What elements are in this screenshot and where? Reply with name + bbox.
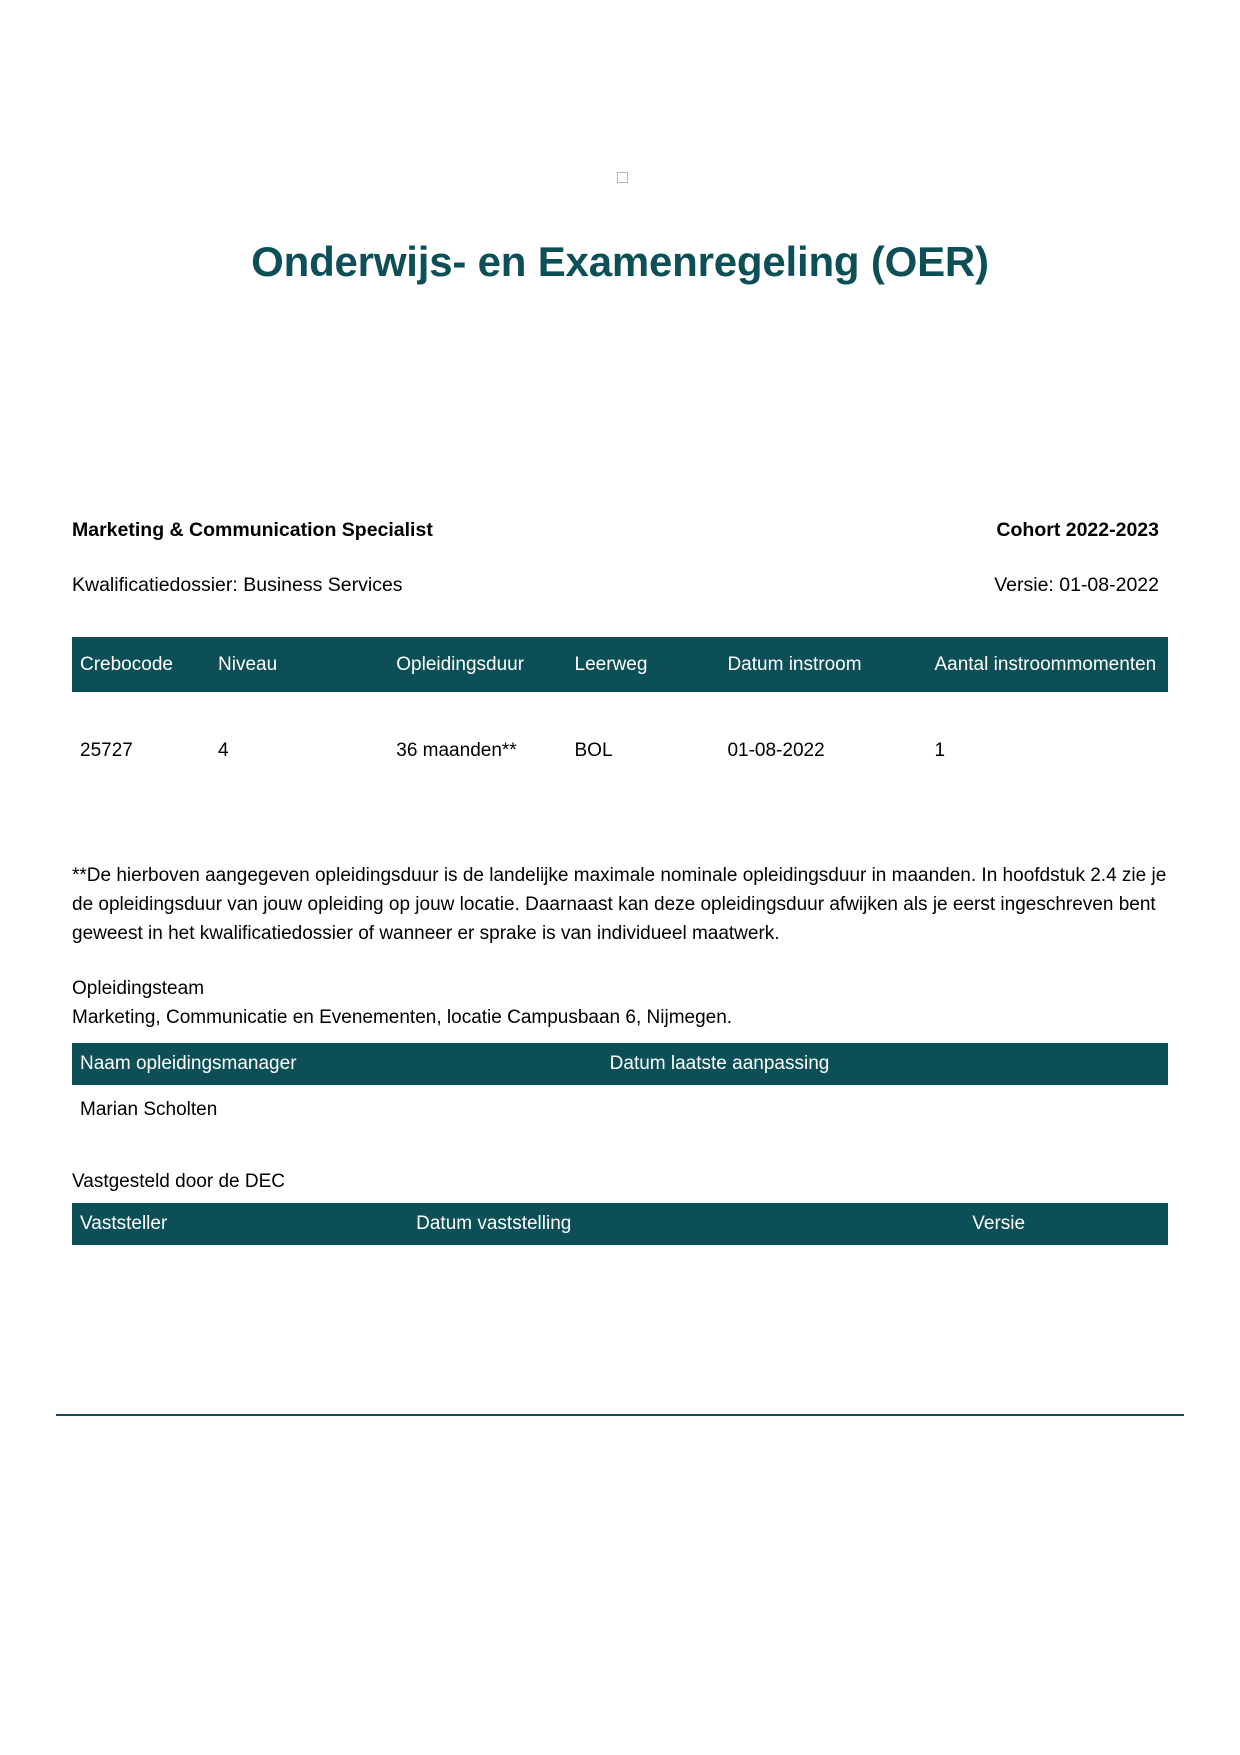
column-header-vaststeller: Vaststeller <box>72 1203 408 1245</box>
table-header-row <box>72 1043 1168 1085</box>
manager-table <box>72 1043 1168 1129</box>
cell-opleidingsduur: 36 maanden** <box>388 692 566 808</box>
table-row <box>72 1085 1168 1129</box>
table-row <box>72 692 1168 808</box>
dec-table <box>72 1203 1168 1245</box>
meta-row-program <box>72 516 1168 545</box>
footer-divider <box>56 1414 1184 1416</box>
column-header-versie: Versie <box>964 1203 1168 1245</box>
column-header-leerweg: Leerweg <box>567 637 720 693</box>
cell-crebocode: 25727 <box>72 692 210 808</box>
program-name: Marketing & Communication Specialist <box>72 519 433 541</box>
table-header-row <box>72 1203 1168 1245</box>
duration-footnote: **De hierboven aangegeven opleidingsduur is de landelijke maximale nominale opleidingsduur in maanden. In hoofdstuk 2.4 zie je de opleidingsduur van jouw opleiding op jouw locatie. Daarnaast kan deze opleidingsduur afwijken als je eerst ingeschreven bent geweest in het kwalificatiedossier of wanneer er sprake is van individueel maatwerk. <box>72 865 1167 944</box>
cell-datum-instroom: 01-08-2022 <box>719 692 926 808</box>
column-header-opleidingsduur: Opleidingsduur <box>388 637 566 693</box>
qualification-dossier: Kwalificatiedossier: Business Services <box>72 574 403 597</box>
column-header-crebocode: Crebocode <box>72 637 210 693</box>
cohort-label: Cohort 2022-2023 <box>996 519 1159 541</box>
document-meta <box>72 516 1168 601</box>
column-header-datum-vaststelling: Datum vaststelling <box>408 1203 964 1245</box>
program-info-table <box>72 637 1168 809</box>
version-label: Versie: 01-08-2022 <box>994 574 1159 597</box>
cell-aantal-instroommomenten: 1 <box>926 692 1168 808</box>
cell-niveau: 4 <box>210 692 388 808</box>
column-header-niveau: Niveau <box>210 637 388 693</box>
cell-leerweg: BOL <box>567 692 720 808</box>
team-block <box>72 975 1168 1033</box>
meta-row-dossier <box>72 571 1168 600</box>
team-label: Opleidingsteam <box>72 977 205 999</box>
column-header-aantal-instroommomenten: Aantal instroommomenten <box>926 637 1168 693</box>
column-header-datum-instroom: Datum instroom <box>719 637 926 693</box>
column-header-datum-laatste-aanpassing: Datum laatste aanpassing <box>602 1043 1168 1085</box>
page-title: Onderwijs- en Examenregeling (OER) <box>251 238 989 285</box>
page-marker-icon <box>617 172 628 183</box>
team-description: Marketing, Communicatie en Evenementen, locatie Campusbaan 6, Nijmegen. <box>72 1006 733 1028</box>
table-header-row <box>72 637 1168 693</box>
cell-manager-naam: Marian Scholten <box>72 1085 602 1129</box>
cell-manager-datum <box>602 1085 1168 1129</box>
column-header-naam-opleidingsmanager: Naam opleidingsmanager <box>72 1043 602 1085</box>
dec-label: Vastgesteld door de DEC <box>72 1170 285 1192</box>
